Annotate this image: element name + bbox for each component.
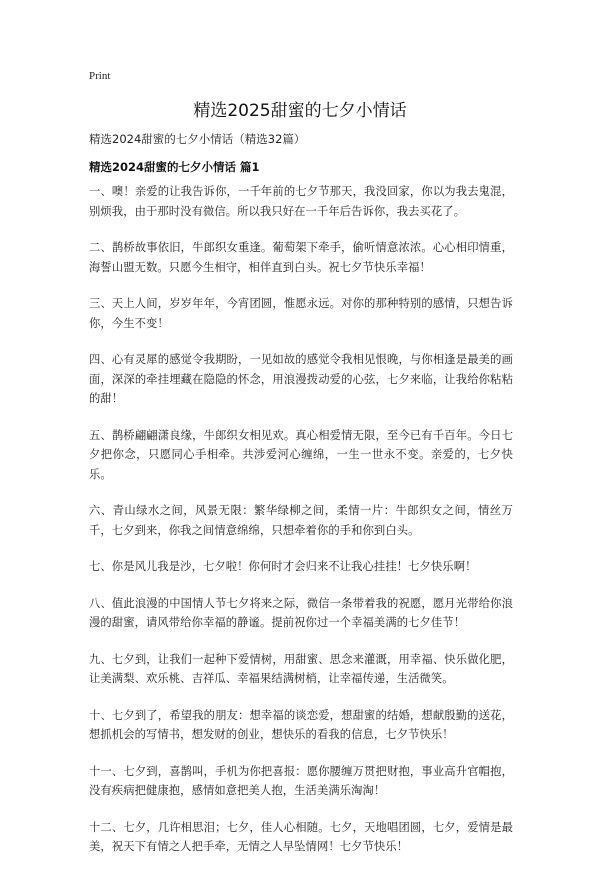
paragraph: 九、七夕到，让我们一起种下爱情树，用甜蜜、思念来灌溉，用幸福、快乐做化肥，让美满梨、欢乐桃、吉祥瓜、幸福果结满树梢，让幸福传递，生活微笑。: [89, 652, 513, 685]
paragraph-list: [89, 182, 513, 874]
paragraph: 一、噢！亲爱的让我告诉你，一千年前的七夕节那天，我没回家，你以为我去鬼混，别烦我，由于那时没有微信。所以我只好在一千年后告诉你，我去买花了。: [89, 185, 513, 218]
paragraph: 六、青山绿水之间，风景无限：繁华绿柳之间，柔情一片：牛郎织女之间，情丝万千，七夕到来，你我之间情意绵绵，只想牵着你的手和你到白头。: [89, 504, 513, 537]
paragraph: 十一、七夕到，喜鹊叫，手机为你把喜报：愿你腰缠万贯把财抱，事业高升官帽抱，没有疾病把健康抱，感情如意把美人抱，生活美满乐淘淘！: [89, 764, 513, 797]
paragraph: 三、天上人间，岁岁年年，今宵团圆，惟愿永远。对你的那种特别的感情，只想告诉你，今生不变！: [89, 297, 513, 330]
paragraph: 二、鹊桥故事依旧，牛郎织女重逢。葡萄架下牵手，偷听情意浓浓。心心相印情重，海誓山盟无数。只愿今生相守，相伴直到白头。祝七夕节快乐幸福！: [89, 241, 513, 274]
section-heading: 精选2024甜蜜的七夕小情话 篇1: [89, 160, 260, 174]
paragraph: 七、你是风儿我是沙，七夕啦！你何时才会归来不让我心挂挂！七夕快乐啊！: [89, 560, 477, 573]
document-title: 精选2025甜蜜的七夕小情话: [193, 101, 407, 121]
paragraph: 十、七夕到了，希望我的朋友：想幸福的谈恋爱，想甜蜜的结婚，想献殷勤的送花，想抓机会的写情书，想发财的创业，想快乐的看我的信息，七夕节快乐！: [89, 708, 513, 741]
paragraph: 十二、七夕，几许相思泪；七夕，佳人心相随。七夕，天地唱团圆，七夕，爱情是最美，祝天下有情之人把手牵，无情之人早坠情网！七夕节快乐！: [89, 820, 513, 853]
paragraph: 四、心有灵犀的感觉令我期盼，一见如故的感觉令我相见恨晚，与你相逢是最美的画面，深深的牵挂埋藏在隐隐的怀念，用浪漫拨动爱的心弦，七夕来临，让我给你粘粘的甜！: [89, 353, 513, 405]
document-subtitle: 精选2024甜蜜的七夕小情话（精选32篇）: [89, 132, 306, 146]
paragraph: 八、值此浪漫的中国情人节七夕将来之际，微信一条带着我的祝愿，愿月光带给你浪漫的甜蜜，请风带给你幸福的静谧。提前祝你过一个幸福美满的七夕佳节！: [89, 596, 513, 629]
print-label[interactable]: Print: [89, 70, 111, 82]
paragraph: 五、鹊桥翩翩潇良缘，牛郎织女相见欢。真心相爱情无限，至今已有千百年。今日七夕把你念，只愿同心手相牵。共涉爱河心缠绵，一生一世永不变。亲爱的，七夕快乐。: [89, 428, 513, 481]
